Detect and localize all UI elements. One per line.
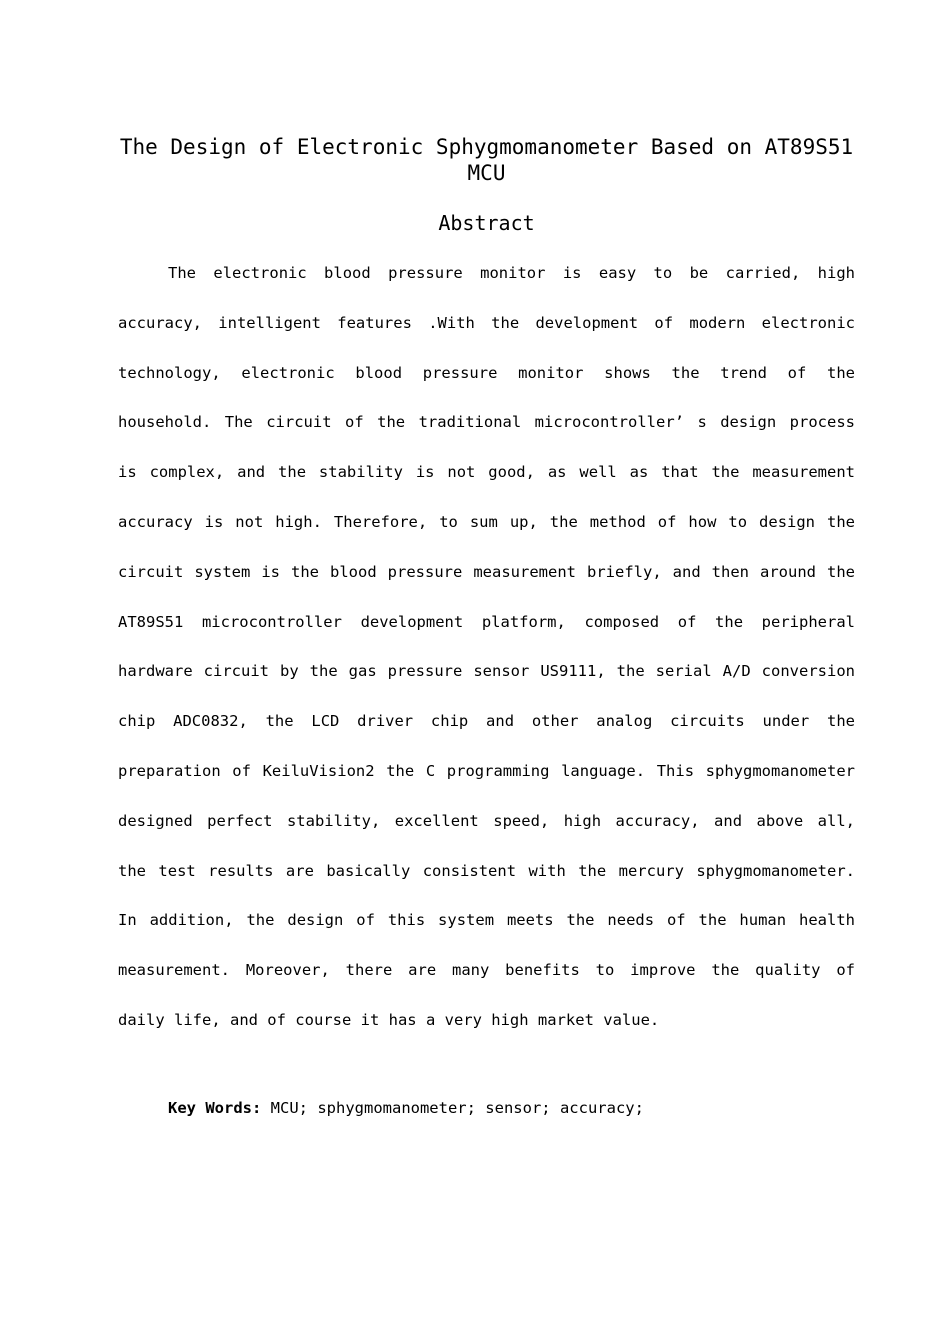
abstract-line: is complex, and the stability is not good, as well as that the measurement xyxy=(118,463,855,482)
abstract-line: AT89S51 microcontroller development platform, composed of the peripheral xyxy=(118,612,855,631)
abstract-line: the test results are basically consistent with the mercury sphygmomanometer. xyxy=(118,861,855,880)
paper-title-line-1: The Design of Electronic Sphygmomanometer Based on AT89S51 xyxy=(119,135,854,159)
abstract-line: accuracy, intelligent features .With the development of modern electronic xyxy=(118,313,855,332)
abstract-line: daily life, and of course it has a very high market value. xyxy=(118,1010,660,1029)
keywords xyxy=(168,1095,644,1121)
abstract-line: chip ADC0832, the LCD driver chip and other analog circuits under the xyxy=(118,712,855,731)
keywords-text: MCU; sphygmomanometer; sensor; accuracy; xyxy=(270,1099,644,1117)
abstract-line: measurement. Moreover, there are many benefits to improve the quality of xyxy=(118,961,855,980)
abstract-line: circuit system is the blood pressure measurement briefly, and then around the xyxy=(118,562,855,581)
abstract-line: technology, electronic blood pressure monitor shows the trend of the xyxy=(118,363,855,382)
abstract-line: preparation of KeiluVision2 the C programming language. This sphygmomanometer xyxy=(118,761,855,780)
abstract-line: The electronic blood pressure monitor is easy to be carried, high xyxy=(168,264,855,282)
abstract-line: designed perfect stability, excellent speed, high accuracy, and above all, xyxy=(118,811,855,830)
abstract-line: hardware circuit by the gas pressure sensor US9111, the serial A/D conversion xyxy=(118,662,855,681)
abstract-line: accuracy is not high. Therefore, to sum up, the method of how to design the xyxy=(118,512,855,531)
abstract-body xyxy=(118,260,855,1057)
paper-title xyxy=(118,134,855,186)
abstract-heading: Abstract xyxy=(438,211,535,235)
keywords-label: Key Words: xyxy=(168,1099,262,1117)
abstract-line: household. The circuit of the traditional microcontroller’ s design process xyxy=(118,413,855,432)
abstract-line: In addition, the design of this system meets the needs of the human health xyxy=(118,911,855,930)
paper-title-line-2: MCU xyxy=(467,161,506,185)
